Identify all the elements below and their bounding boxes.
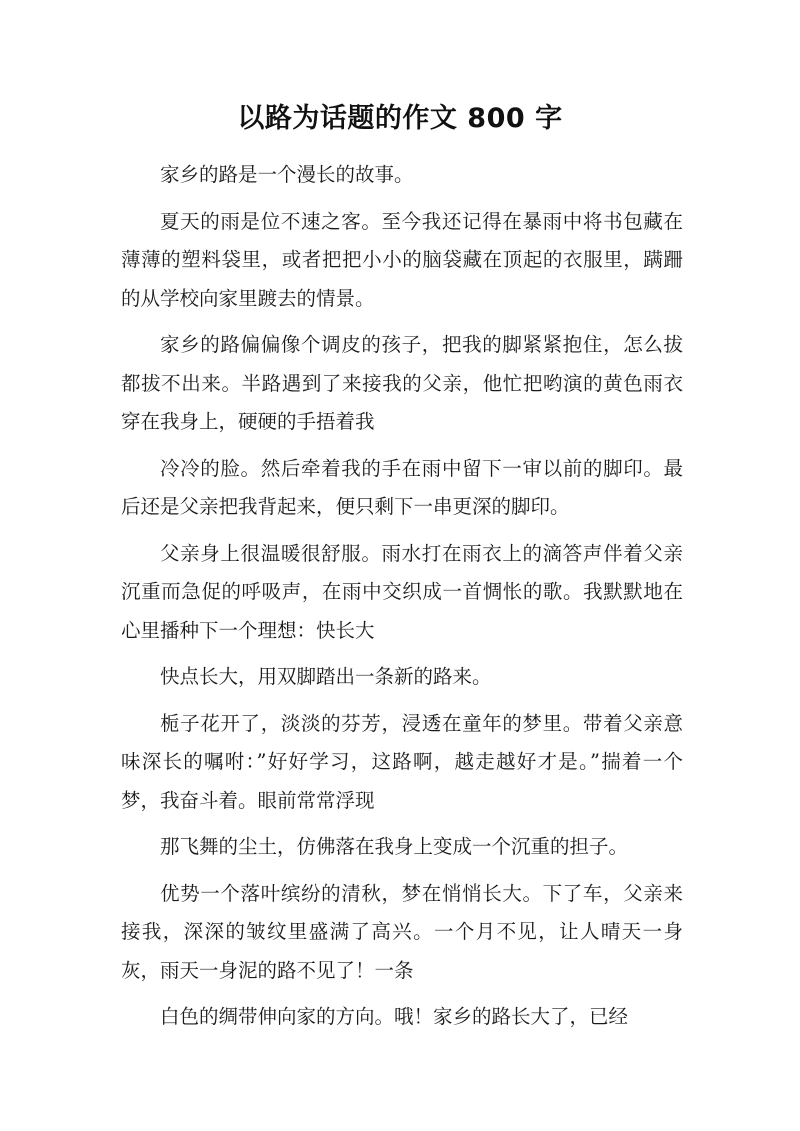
paragraph: 栀子花开了，淡淡的芬芳，浸透在童年的梦里。带着父亲意味深长的嘱咐：”好好学习，这路啊，越走越好才是。”揣着一个梦，我奋斗着。眼前常常浮现 bbox=[121, 711, 683, 812]
paragraph: 那飞舞的尘土，仿佛落在我身上变成一个沉重的担子。 bbox=[160, 835, 629, 858]
paragraph: 快点长大，用双脚踏出一条新的路来。 bbox=[160, 665, 492, 688]
paragraph: 家乡的路是一个漫长的故事。 bbox=[160, 163, 414, 186]
document-title: 以路为话题的作文 800 字 bbox=[237, 103, 563, 134]
paragraph: 白色的绸带伸向家的方向。哦！家乡的路长大了，已经 bbox=[160, 1005, 629, 1028]
paragraph: 家乡的路偏偏像个调皮的孩子，把我的脚紧紧抱住，怎么拔都拔不出来。半路遇到了来接我的父亲，他忙把哟演的黄色雨衣穿在我身上，硬硬的手捂着我 bbox=[121, 333, 683, 433]
paragraph: 父亲身上很温暖很舒服。雨水打在雨衣上的滴答声伴着父亲沉重而急促的呼吸声，在雨中交织成一首惆怅的歌。我默默地在心里播种下一个理想：快长大 bbox=[121, 541, 683, 642]
document-body bbox=[121, 156, 683, 1045]
paragraph: 夏天的雨是位不速之客。至今我还记得在暴雨中将书包藏在薄薄的塑料袋里，或者把把小小的脑袋藏在顶起的衣服里，蹒跚的从学校向家里踱去的情景。 bbox=[121, 209, 683, 310]
paragraph: 冷冷的脸。然后牵着我的手在雨中留下一审以前的脚印。最后还是父亲把我背起来，便只剩下一串更深的脚印。 bbox=[121, 456, 683, 518]
paragraph: 优势一个落叶缤纷的清秋，梦在悄悄长大。下了车，父亲来接我，深深的皱纹里盛满了高兴。一个月不见，让人晴天一身灰，雨天一身泥的路不见了！一条 bbox=[121, 881, 683, 982]
